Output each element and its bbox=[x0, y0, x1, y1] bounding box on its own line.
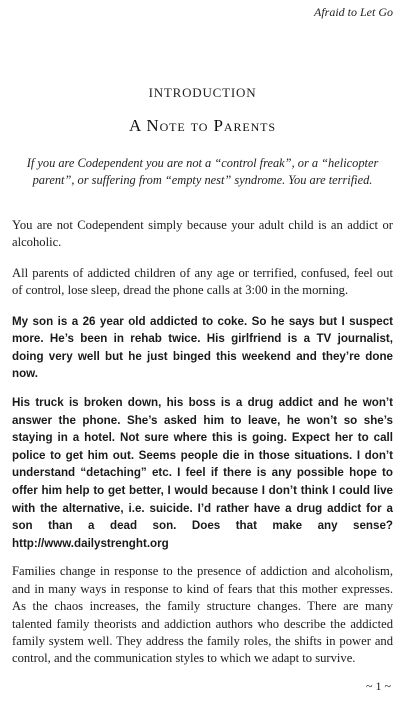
page-number: ~ 1 ~ bbox=[366, 679, 391, 693]
epigraph: If you are Codependent you are not a “control freak”, or a “helicopter parent”, or suffering from “empty nest” syndrome. You are terrified. bbox=[26, 156, 379, 187]
parent-quote: My son is a 26 year old addicted to coke. So he says but I suspect more. He’s been in rehab twice. His girlfriend is a TV journalist, doing very well but he just binged this weekend and they’re done now. bbox=[12, 314, 393, 381]
paragraph: Families change in response to the presence of addiction and alcoholism, and in many ways in response to kind of fears that this mother expresses. As the chaos increases, the family structure changes. There are many talented family theorists and addiction authors who describe the addicted family system well. They address the family roles, the shifts in power and control, and the communication styles to which we adapt to survive. bbox=[12, 564, 393, 666]
chapter-title: A Note to Parents bbox=[129, 116, 276, 135]
chapter-label: INTRODUCTION bbox=[148, 85, 257, 100]
parent-quote: His truck is broken down, his boss is a drug addict and he won’t answer the phone. She’s asked him to leave, he won’t so she’s staying in a hotel. Not sure where this is going. Expect her to call police to get him out. Seems people die in those situations. I don’t understand “detaching” etc. I feel if there is any possible hope to offer him help to get better, I would because I don’t think I could live with the alternative, i.e. suicide. I’d rather have a drug addict for a son than a dead son. Does that make any sense? http://www.dailystrenght.org bbox=[12, 396, 393, 550]
paragraph: All parents of addicted children of any age or terrified, confused, feel out of control, lose sleep, dread the phone calls at 3:00 in the morning. bbox=[12, 265, 393, 298]
running-head: Afraid to Let Go bbox=[313, 5, 393, 19]
body-text bbox=[12, 217, 393, 681]
paragraph: You are not Codependent simply because your adult child is an addict or alcoholic. bbox=[12, 218, 393, 250]
